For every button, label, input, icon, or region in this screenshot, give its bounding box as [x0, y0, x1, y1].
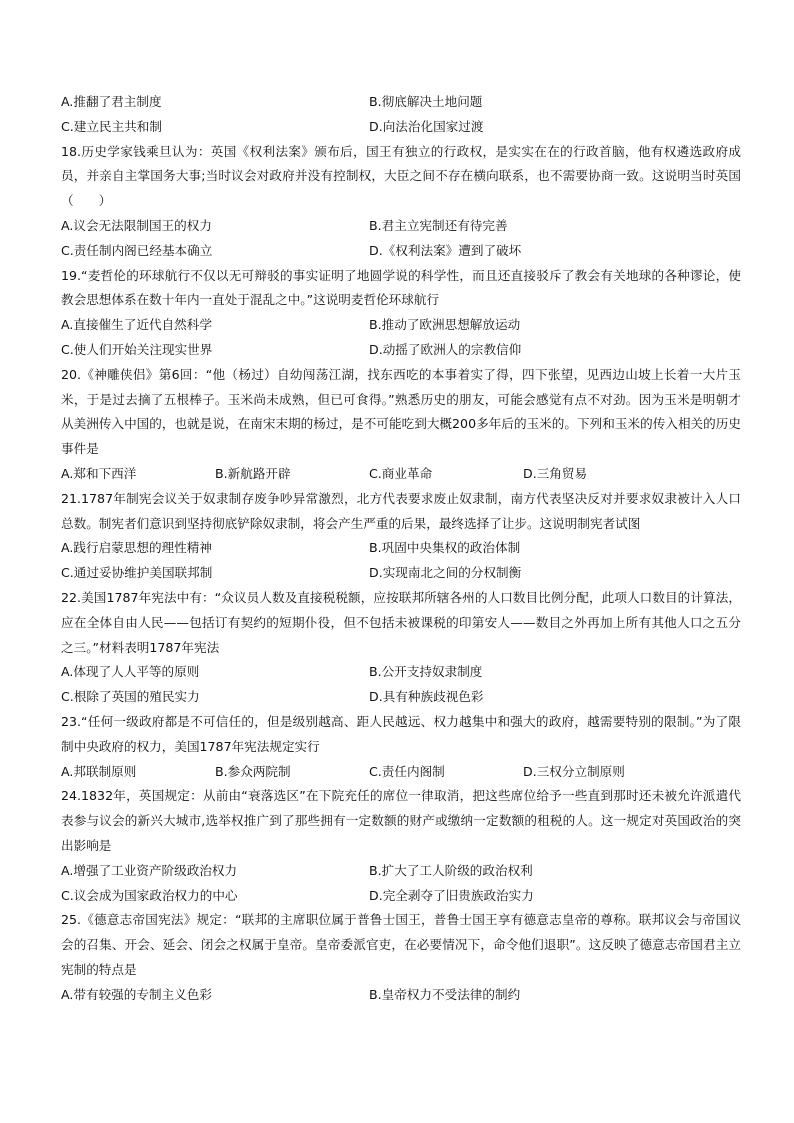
question-stem: 25.《德意志帝国宪法》规定：“联邦的主席职位属于普鲁士国王，普鲁士国王享有德意志皇帝的尊称。联邦议会与帝国议会的召集、开会、延会、闭会之权属于皇帝。皇帝委派官吏，在必要情况下，命令他们退职”。这反映了德意志帝国君主立宪制的特点是 — [61, 912, 741, 977]
question-stem: 23.“任何一级政府都是不可信任的，但是级别越高、距人民越远、权力越集中和强大的政府，越需要特别的限制。”为了限制中央政府的权力，美国1787年宪法规定实行 — [61, 713, 741, 754]
option-row — [61, 462, 741, 487]
option-c: C.根除了英国的殖民实力 — [61, 689, 200, 705]
option-c: C.建立民主共和制 — [61, 118, 162, 134]
option-row — [61, 115, 741, 140]
option-c: C.责任制内阁已经基本确立 — [61, 242, 213, 258]
option-b: B.公开支持奴隶制度 — [369, 664, 483, 680]
option-row — [61, 90, 741, 115]
option-a: A.带有较强的专制主义色彩 — [61, 986, 212, 1002]
question-23 — [61, 710, 741, 784]
question-stem: 18.历史学家钱乘旦认为：英国《权利法案》颁布后，国王有独立的行政权，是实实在在的行政首脑，他有权遴选政府成员，并亲自主掌国务大事;当时议会对政府并没有控制权，大臣之间不存在横向联系，也不需要协商一致。这说明当时英国（ ） — [61, 143, 741, 209]
option-d: D.《权利法案》遭到了破坏 — [369, 242, 522, 258]
option-c: C.商业革命 — [369, 465, 433, 481]
option-row — [61, 561, 741, 586]
question-stem: 22.美国1787年宪法中有：“众议员人数及直接税税额，应按联邦所辖各州的人口数目比例分配，此项人口数目的计算法，应在全体自由人民——包括订有契约的短期仆役，但不包括未被课税的印第安人——数目之外再加上所有其他人口之五分之三。”材料表明1787年宪法 — [61, 589, 741, 655]
option-row — [61, 536, 741, 561]
option-d: D.动摇了欧洲人的宗教信仰 — [369, 341, 522, 357]
option-a: A.推翻了君主制度 — [61, 94, 162, 109]
option-d: D.具有种族歧视色彩 — [369, 689, 484, 705]
option-a: A.邦联制原则 — [61, 763, 137, 779]
option-c: C.责任内阁制 — [369, 763, 445, 779]
option-d: D.实现南北之间的分权制衡 — [369, 565, 522, 581]
option-row — [61, 859, 741, 884]
option-row — [61, 214, 741, 239]
option-row — [61, 338, 741, 363]
question-19 — [61, 264, 741, 363]
option-b: B.扩大了工人阶级的政治权利 — [369, 862, 533, 878]
option-b: B.皇帝权力不受法律的制约 — [369, 986, 521, 1002]
question-stem: 20.《神雕侠侣》第6回：“他（杨过）自幼闯荡江湖，找东西吃的本事着实了得，四下张望，见西边山坡上长着一大片玉米，于是过去摘了五根棒子。玉米尚未成熟，但已可食得。”熟悉历史的朋友，可能会感觉有点不对劲。因为玉米是明朝才从美洲传入中国的，也就是说，在南宋末期的杨过，是不可能吃到大概200多年后的玉米的。下列和玉米的传入相关的历史事件是 — [61, 366, 741, 457]
option-d: D.三角贸易 — [523, 465, 588, 481]
option-c: C.使人们开始关注现实世界 — [61, 341, 213, 357]
option-row — [61, 239, 741, 264]
question-25 — [61, 908, 741, 1007]
option-row — [61, 660, 741, 685]
option-b: B.参众两院制 — [215, 763, 291, 779]
question-stem: 21.1787年制宪会议关于奴隶制存废争吵异常激烈，北方代表要求废止奴隶制，南方代表坚决反对并要求奴隶被计入人口总数。制宪者们意识到坚持彻底铲除奴隶制，将会产生严重的后果，最终选择了让步。这说明制宪者试图 — [61, 490, 741, 531]
question-17-options — [61, 90, 741, 140]
option-d: D.向法治化国家过渡 — [369, 118, 484, 134]
option-row — [61, 685, 741, 710]
option-c: C.通过妥协维护美国联邦制 — [61, 565, 213, 581]
option-a: A.体现了人人平等的原则 — [61, 664, 200, 680]
option-row — [61, 760, 741, 785]
question-stem: 24.1832年，英国规定：从前由“衰落选区”在下院充任的席位一律取消，把这些席位给予一些直到那时还未被允许派遣代表参与议会的新兴大城市,选举权推广到了那些拥有一定数额的财产或缴纳一定数额的租税的人。这一规定对英国政治的突出影响是 — [61, 788, 741, 853]
question-24 — [61, 784, 741, 908]
question-20 — [61, 363, 741, 487]
option-row — [61, 983, 741, 1008]
option-a: A.议会无法限制国王的权力 — [61, 217, 212, 233]
option-b: B.彻底解决土地问题 — [369, 94, 483, 109]
option-b: B.君主立宪制还有待完善 — [369, 217, 508, 233]
question-21 — [61, 487, 741, 586]
option-row — [61, 313, 741, 338]
question-22 — [61, 586, 741, 710]
option-c: C.议会成为国家政治权力的中心 — [61, 887, 238, 903]
option-b: B.巩固中央集权的政治体制 — [369, 540, 521, 556]
option-b: B.新航路开辟 — [215, 465, 291, 481]
option-d: D.完全剥夺了旧贵族政治实力 — [369, 887, 534, 903]
option-a: A.践行启蒙思想的理性精神 — [61, 540, 212, 556]
exam-page — [61, 90, 741, 1007]
question-18 — [61, 140, 741, 264]
option-a: A.郑和下西洋 — [61, 465, 137, 481]
option-a: A.直接催生了近代自然科学 — [61, 317, 212, 333]
option-b: B.推动了欧洲思想解放运动 — [369, 317, 521, 333]
option-d: D.三权分立制原则 — [523, 763, 625, 779]
question-stem: 19.“麦哲伦的环球航行不仅以无可辩驳的事实证明了地圆学说的科学性，而且还直接驳斥了教会有关地球的各种谬论，使教会思想体系在数十年内一直处于混乱之中。”这说明麦哲伦环球航行 — [61, 267, 741, 308]
option-a: A.增强了工业资产阶级政治权力 — [61, 862, 238, 878]
option-row — [61, 884, 741, 909]
